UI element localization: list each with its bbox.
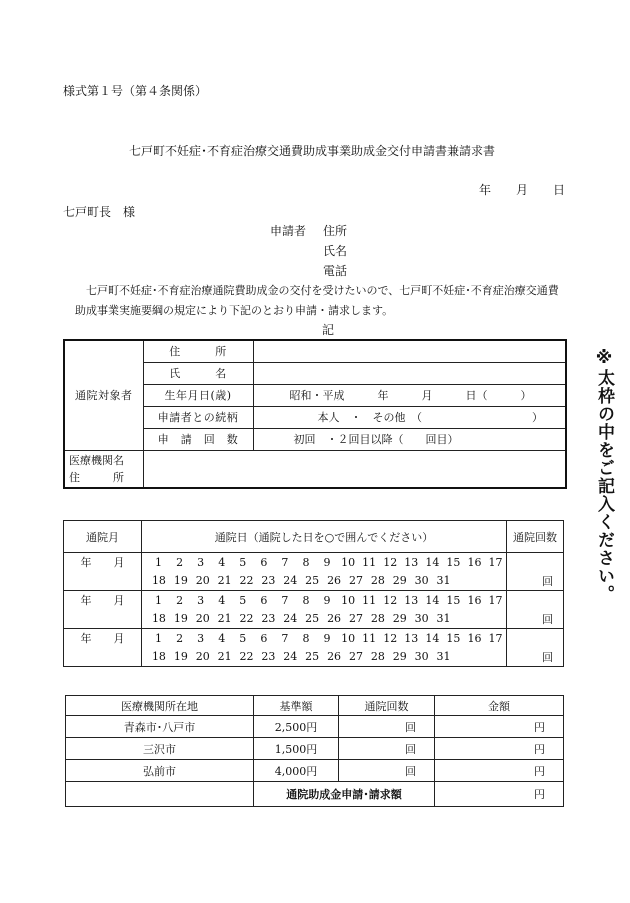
header-base-amount: 基準額 — [254, 696, 339, 716]
day-number[interactable]: 3 — [197, 555, 205, 569]
day-number[interactable]: 12 — [383, 555, 398, 569]
day-number[interactable]: 23 — [261, 650, 276, 664]
day-number[interactable]: 8 — [302, 631, 310, 645]
day-number[interactable]: 22 — [239, 650, 254, 664]
visit-count-cell[interactable] — [507, 591, 564, 610]
amount-cell[interactable]: 円 — [435, 716, 564, 738]
clinic-label — [64, 450, 143, 488]
day-number[interactable]: 18 — [151, 612, 166, 626]
day-number[interactable]: 2 — [176, 555, 184, 569]
day-number[interactable]: 5 — [239, 555, 247, 569]
day-number[interactable]: 18 — [151, 574, 166, 588]
body-text-line2: 助成事業実施要綱の規定により下記のとおり申請・請求します。 — [75, 304, 394, 317]
relation-field[interactable]: 本人 ・ その他 （ ） — [253, 406, 566, 428]
patient-group-label: 通院対象者 — [64, 340, 143, 450]
header-location: 医療機関所在地 — [66, 696, 254, 716]
day-number[interactable]: 12 — [383, 593, 398, 607]
patient-address-label: 住 所 — [143, 340, 253, 362]
day-number[interactable]: 18 — [151, 650, 166, 664]
day-number[interactable]: 20 — [195, 612, 210, 626]
day-number[interactable]: 23 — [261, 574, 276, 588]
day-number[interactable]: 26 — [327, 574, 342, 588]
form-title: 七戸町不妊症･不育症治療交通費助成事業助成金交付申請書兼請求書 — [129, 144, 496, 158]
amount-cell[interactable]: 円 — [435, 738, 564, 760]
location-cell: 三沢市 — [66, 738, 254, 760]
total-blank — [66, 782, 254, 807]
amount-cell[interactable]: 円 — [435, 760, 564, 782]
days-row-1[interactable] — [142, 591, 507, 610]
day-number[interactable]: 7 — [281, 555, 289, 569]
patient-address-field[interactable] — [253, 340, 566, 362]
day-number[interactable]: 30 — [414, 650, 429, 664]
day-number[interactable]: 24 — [283, 650, 298, 664]
day-number[interactable]: 11 — [362, 631, 377, 645]
day-number[interactable]: 31 — [436, 574, 451, 588]
day-number[interactable]: 5 — [239, 631, 247, 645]
day-number[interactable]: 1 — [155, 555, 163, 569]
visit-count-unit: 回 — [507, 610, 564, 629]
day-number[interactable]: 8 — [302, 555, 310, 569]
birth-date-field[interactable]: 昭和・平成 年 月 日（ ） — [253, 384, 566, 406]
location-cell: 弘前市 — [66, 760, 254, 782]
day-number[interactable]: 24 — [283, 612, 298, 626]
visit-year-month-blank — [64, 572, 142, 591]
day-number[interactable]: 23 — [261, 612, 276, 626]
day-number[interactable]: 26 — [327, 612, 342, 626]
day-number[interactable]: 21 — [217, 612, 232, 626]
visit-year-month-blank — [64, 610, 142, 629]
day-number[interactable]: 27 — [348, 650, 363, 664]
day-number[interactable]: 1 — [155, 593, 163, 607]
base-amount-cell: 2,500円 — [254, 716, 339, 738]
day-number[interactable]: 27 — [348, 574, 363, 588]
visit-days-table — [63, 520, 564, 667]
day-number[interactable]: 15 — [446, 555, 461, 569]
day-number[interactable]: 13 — [404, 555, 419, 569]
day-number[interactable]: 14 — [425, 631, 440, 645]
day-number[interactable]: 13 — [404, 631, 419, 645]
day-number[interactable]: 17 — [488, 593, 503, 607]
patient-info-table — [63, 339, 567, 489]
day-number[interactable]: 12 — [383, 631, 398, 645]
base-amount-cell: 1,500円 — [254, 738, 339, 760]
day-number[interactable]: 29 — [392, 612, 407, 626]
body-text-line1: 七戸町不妊症･不育症治療通院費助成金の交付を受けたいので、七戸町不妊症･不育症治療交通費 — [86, 284, 559, 297]
days-row-2[interactable] — [142, 648, 507, 667]
day-number[interactable]: 6 — [260, 555, 268, 569]
applicant-address-label: 住所 — [323, 224, 348, 238]
header-amount: 金額 — [435, 696, 564, 716]
day-number[interactable]: 14 — [425, 555, 440, 569]
day-number[interactable]: 17 — [488, 555, 503, 569]
location-cell: 青森市･八戸市 — [66, 716, 254, 738]
day-number[interactable]: 20 — [195, 574, 210, 588]
day-number[interactable]: 11 — [362, 555, 377, 569]
day-number[interactable]: 30 — [414, 612, 429, 626]
day-number[interactable]: 15 — [446, 593, 461, 607]
day-number[interactable]: 15 — [446, 631, 461, 645]
day-number[interactable]: 21 — [217, 650, 232, 664]
clinic-name-label: 医療機関名 — [69, 453, 124, 467]
day-number[interactable]: 4 — [218, 631, 226, 645]
day-number[interactable]: 7 — [281, 593, 289, 607]
visit-year-month-blank — [64, 648, 142, 667]
visit-count-unit: 回 — [507, 572, 564, 591]
applicant-phone-label: 電話 — [323, 264, 348, 278]
day-number[interactable]: 28 — [370, 612, 385, 626]
total-amount-cell[interactable]: 円 — [435, 782, 564, 807]
day-number[interactable]: 9 — [323, 593, 331, 607]
day-number[interactable]: 19 — [173, 650, 188, 664]
day-number[interactable]: 4 — [218, 593, 226, 607]
application-count-field[interactable]: 初回 ・２回目以降（ 回目） — [253, 428, 566, 450]
base-amount-cell: 4,000円 — [254, 760, 339, 782]
day-number[interactable]: 3 — [197, 631, 205, 645]
day-number[interactable]: 5 — [239, 593, 247, 607]
day-number[interactable]: 16 — [467, 593, 482, 607]
days-row-2[interactable] — [142, 572, 507, 591]
visit-count-cell[interactable]: 回 — [339, 716, 435, 738]
day-number[interactable]: 11 — [362, 593, 377, 607]
day-number[interactable]: 1 — [155, 631, 163, 645]
date-year-label: 年 — [479, 183, 492, 197]
day-number[interactable]: 4 — [218, 555, 226, 569]
day-number[interactable]: 19 — [173, 574, 188, 588]
day-number[interactable]: 26 — [327, 650, 342, 664]
day-number[interactable]: 25 — [305, 574, 320, 588]
header-visit-count: 通院回数 — [507, 521, 564, 553]
day-number[interactable]: 16 — [467, 555, 482, 569]
days-row-1[interactable] — [142, 553, 507, 572]
clinic-field[interactable] — [143, 450, 566, 488]
addressee: 七戸町長 様 — [63, 205, 136, 219]
day-number[interactable]: 3 — [197, 593, 205, 607]
visit-count-cell[interactable] — [507, 553, 564, 572]
header-visit-month: 通院月 — [64, 521, 142, 553]
amount-table — [65, 695, 564, 807]
visit-count-cell[interactable] — [507, 629, 564, 648]
form-number: 様式第１号（第４条関係） — [63, 84, 208, 98]
day-number[interactable]: 6 — [260, 631, 268, 645]
day-number[interactable]: 14 — [425, 593, 440, 607]
day-number[interactable]: 31 — [436, 650, 451, 664]
ki-label: 記 — [322, 323, 335, 337]
day-number[interactable]: 28 — [370, 650, 385, 664]
side-note: ※太枠の中をご記入ください。 — [594, 348, 614, 603]
day-number[interactable]: 25 — [305, 612, 320, 626]
day-number[interactable]: 19 — [173, 612, 188, 626]
days-row-2[interactable] — [142, 610, 507, 629]
visit-count-cell[interactable]: 回 — [339, 738, 435, 760]
days-row-1[interactable] — [142, 629, 507, 648]
day-number[interactable]: 13 — [404, 593, 419, 607]
patient-name-label: 氏 名 — [143, 362, 253, 384]
patient-name-field[interactable] — [253, 362, 566, 384]
day-number[interactable]: 9 — [323, 631, 331, 645]
application-count-label: 申 請 回 数 — [143, 428, 253, 450]
header-visit-days: 通院日（通院した日を○で囲んでください） — [142, 521, 507, 553]
visit-year-month[interactable]: 年 月 — [64, 629, 142, 648]
day-number[interactable]: 10 — [341, 593, 356, 607]
day-number[interactable]: 21 — [217, 574, 232, 588]
day-number[interactable]: 30 — [414, 574, 429, 588]
day-number[interactable]: 20 — [195, 650, 210, 664]
relation-label: 申請者との続柄 — [143, 406, 253, 428]
visit-year-month[interactable]: 年 月 — [64, 591, 142, 610]
applicant-name-label: 氏名 — [323, 244, 348, 258]
day-number[interactable]: 7 — [281, 631, 289, 645]
day-number[interactable]: 31 — [436, 612, 451, 626]
day-number[interactable]: 9 — [323, 555, 331, 569]
date-month-label: 月 — [516, 183, 529, 197]
day-number[interactable]: 24 — [283, 574, 298, 588]
visit-count-unit: 回 — [507, 648, 564, 667]
day-number[interactable]: 29 — [392, 650, 407, 664]
day-number[interactable]: 17 — [488, 631, 503, 645]
day-number[interactable]: 29 — [392, 574, 407, 588]
day-number[interactable]: 2 — [176, 593, 184, 607]
day-number[interactable]: 22 — [239, 612, 254, 626]
day-number[interactable]: 27 — [348, 612, 363, 626]
clinic-address-label: 住 所 — [69, 470, 124, 484]
day-number[interactable]: 16 — [467, 631, 482, 645]
date-day-label: 日 — [553, 183, 566, 197]
day-number[interactable]: 28 — [370, 574, 385, 588]
day-number[interactable]: 6 — [260, 593, 268, 607]
day-number[interactable]: 10 — [341, 631, 356, 645]
applicant-prefix: 申請者 — [270, 224, 307, 238]
day-number[interactable]: 22 — [239, 574, 254, 588]
visit-year-month[interactable]: 年 月 — [64, 553, 142, 572]
total-label: 通院助成金申請･請求額 — [254, 782, 435, 807]
visit-count-cell[interactable]: 回 — [339, 760, 435, 782]
day-number[interactable]: 2 — [176, 631, 184, 645]
day-number[interactable]: 8 — [302, 593, 310, 607]
day-number[interactable]: 10 — [341, 555, 356, 569]
day-number[interactable]: 25 — [305, 650, 320, 664]
birth-date-label: 生年月日(歳) — [143, 384, 253, 406]
header-visit-count: 通院回数 — [339, 696, 435, 716]
